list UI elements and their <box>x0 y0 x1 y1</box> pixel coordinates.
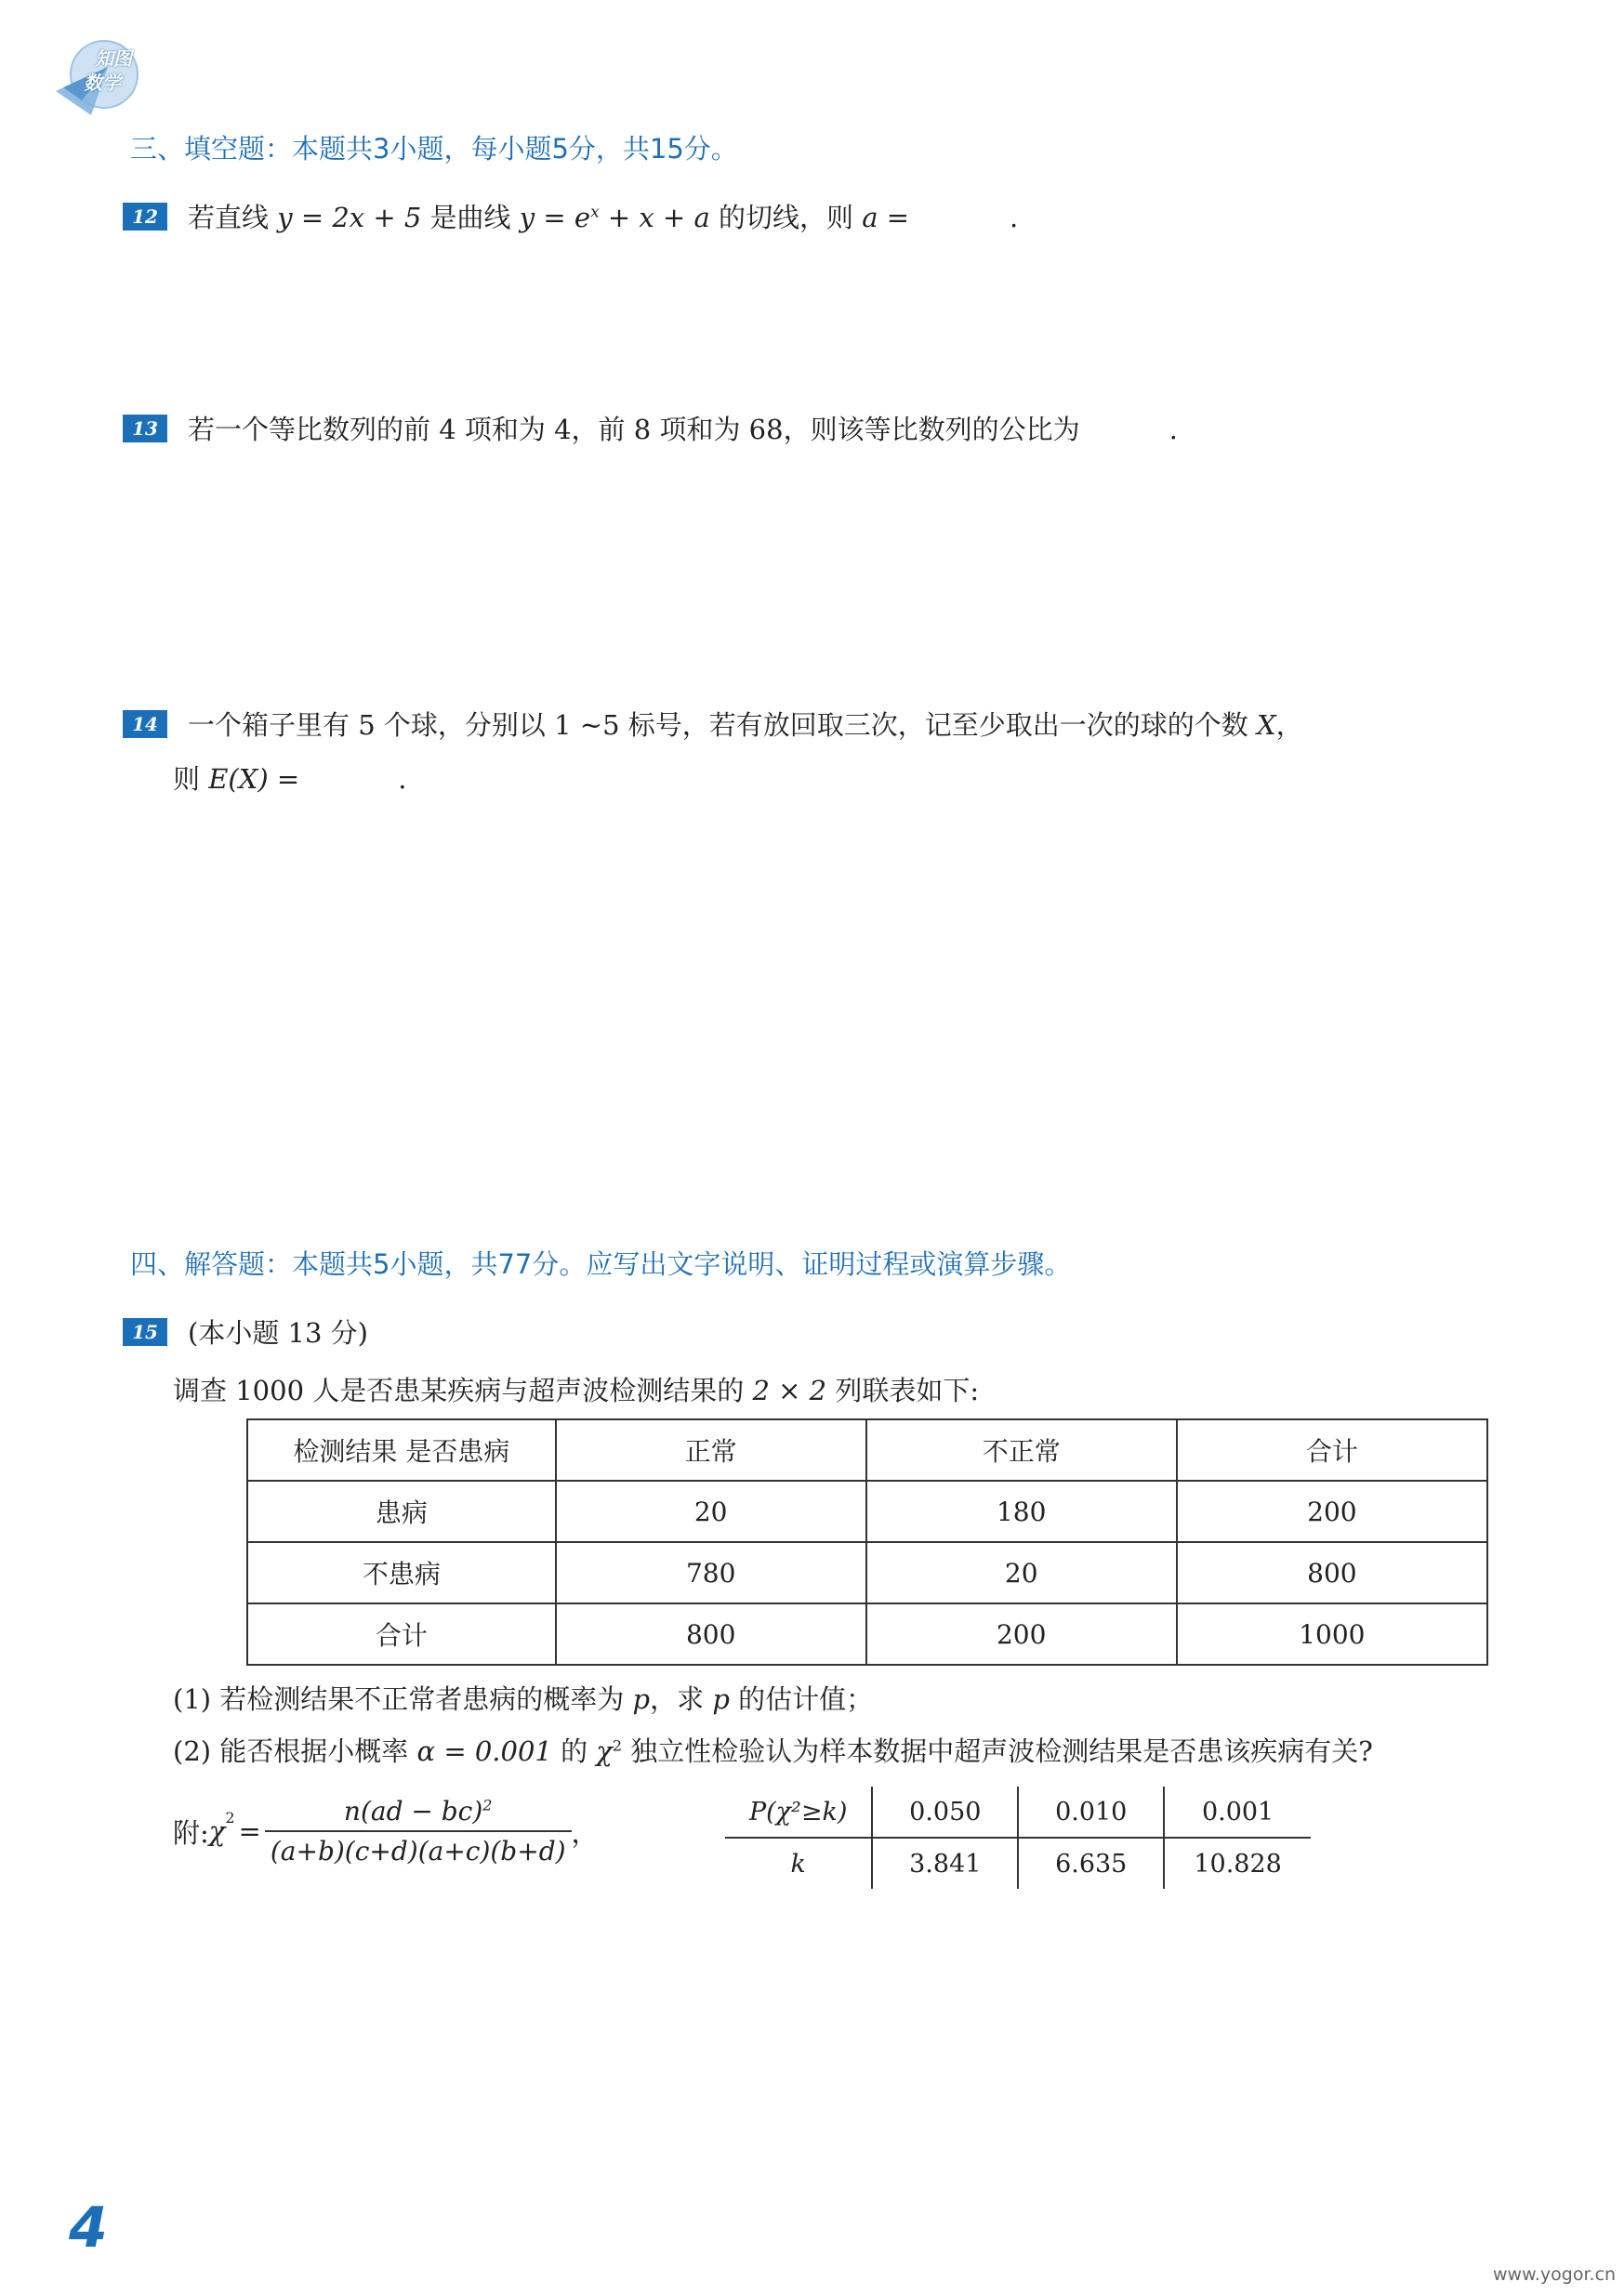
q15-chi-square: 2 <box>612 1736 623 1755</box>
logo-text-line2: 数学 <box>84 72 121 94</box>
table-cell: 800 <box>1177 1542 1487 1603</box>
numerator-square: 2 <box>482 1796 493 1814</box>
q14-var-x: X <box>1256 709 1276 741</box>
q15-part1-text: ，求 <box>650 1683 713 1715</box>
contingency-table <box>246 1418 1488 1666</box>
table-cell: 6.635 <box>1018 1838 1164 1889</box>
q14-end: . <box>398 763 407 795</box>
logo <box>54 35 143 121</box>
question-number-badge: 13 <box>123 415 167 442</box>
logo-text-line1: 知图 <box>95 47 132 70</box>
question-14-line2 <box>173 758 406 797</box>
question-number-badge: 12 <box>123 203 167 231</box>
q15-alpha: α = 0.001 <box>416 1735 552 1767</box>
question-number-badge: 15 <box>123 1318 167 1346</box>
question-14-line1 <box>188 705 1303 743</box>
q15-part2-text: 的 <box>551 1735 597 1767</box>
q12-end: . <box>1010 202 1019 233</box>
q15-intro-math: 2 × 2 <box>752 1375 827 1406</box>
table-row <box>247 1542 1487 1603</box>
table-header-cell: 不正常 <box>866 1419 1177 1481</box>
table-cell: 患病 <box>247 1481 556 1542</box>
page-number: 4 <box>69 2196 108 2261</box>
table-cell: 780 <box>556 1542 866 1603</box>
table-header-cell: 正常 <box>556 1419 866 1481</box>
section-title-fill-in: 三、填空题：本题共3小题，每小题5分，共15分。 <box>130 133 738 165</box>
question-13-text <box>188 409 1178 447</box>
question-12 <box>123 197 1018 235</box>
q14-text: 则 <box>173 763 209 795</box>
table-cell: 800 <box>556 1603 866 1665</box>
q15-part1-text: (1) 若检测结果不正常者患病的概率为 <box>173 1683 633 1715</box>
table-row <box>725 1838 1311 1889</box>
table-cell: 0.050 <box>872 1787 1018 1838</box>
table-header-cell: 合计 <box>1177 1419 1487 1481</box>
q12-math-line: y = 2x + 5 <box>277 202 422 233</box>
q15-part2-text: 独立性检验认为样本数据中超声波检测结果是否患该疾病有关? <box>622 1735 1373 1767</box>
question-15 <box>123 1312 368 1351</box>
q15-part1-text: 的估计值； <box>729 1683 874 1715</box>
table-cell: 不患病 <box>247 1542 556 1603</box>
table-header-cell: 检测结果 是否患病 <box>247 1419 556 1481</box>
table-header-cell: k <box>725 1838 872 1889</box>
q12-math-exponent: x <box>590 203 600 222</box>
question-number-badge: 14 <box>123 710 167 738</box>
q12-text-part: 是曲线 <box>421 202 520 233</box>
formula-denominator: (a+b)(c+d)(a+c)(b+d) <box>265 1830 572 1866</box>
q15-var-p: p <box>712 1683 730 1715</box>
q13-end: . <box>1168 414 1178 445</box>
table-cell: 20 <box>866 1542 1177 1603</box>
table-row <box>725 1787 1311 1838</box>
table-header-row <box>247 1419 1487 1481</box>
q14-text: 一个箱子里有 5 个球，分别以 1 ~5 标号，若有放回取三次，记至少取出一次的球的个数 <box>188 709 1257 741</box>
critical-value-table <box>725 1787 1311 1889</box>
table-cell: 200 <box>1177 1481 1487 1542</box>
table-header-cell: P(χ²≥k) <box>725 1787 872 1838</box>
table-cell: 合计 <box>247 1603 556 1665</box>
q12-math-a: a = <box>862 202 910 233</box>
formula-comma: ， <box>571 1816 599 1849</box>
question-15-part2 <box>173 1731 1373 1769</box>
question-13 <box>123 409 1178 447</box>
formula-chi: χ <box>208 1815 226 1847</box>
table-cell: 10.828 <box>1194 1849 1282 1879</box>
q15-chi: χ <box>596 1735 613 1767</box>
q13-text: 若一个等比数列的前 4 项和为 4，前 8 项和为 68，则该等比数列的公比为 <box>188 414 1080 445</box>
formula-label: 附: <box>173 1816 209 1849</box>
question-15-score: (本小题 13 分) <box>188 1317 368 1349</box>
table-cell: 0.001 <box>1201 1797 1274 1827</box>
question-12-text <box>188 197 1018 235</box>
footer-url: www.yogor.cn <box>1493 2264 1617 2285</box>
formula-fraction <box>265 1796 572 1866</box>
table-cell: 3.841 <box>872 1838 1018 1889</box>
formula-equals: = <box>238 1815 261 1847</box>
chi-square-formula <box>173 1796 599 1866</box>
table-row <box>247 1481 1487 1542</box>
formula-numerator <box>338 1796 498 1830</box>
q15-intro-text: 调查 1000 人是否患某疾病与超声波检测结果的 <box>173 1375 753 1406</box>
q12-math-curve-rest: + x + a <box>599 202 710 233</box>
table-cell: 200 <box>866 1603 1177 1665</box>
q12-math-curve: y = e <box>519 202 591 233</box>
q12-text-part: 若直线 <box>188 202 278 233</box>
table-cell: 180 <box>866 1481 1177 1542</box>
table-cell: 1000 <box>1177 1603 1487 1665</box>
section-title-answer: 四、解答题：本题共5小题，共77分。应写出文字说明、证明过程或演算步骤。 <box>130 1248 1072 1280</box>
q14-comma: ， <box>1275 709 1303 741</box>
numerator-text: n(ad − bc) <box>343 1796 483 1827</box>
table-cell: 0.010 <box>1018 1787 1164 1838</box>
q12-text-part: 的切线，则 <box>709 202 863 233</box>
table-row <box>247 1603 1487 1665</box>
formula-chi-square: 2 <box>225 1809 235 1827</box>
question-14 <box>123 705 1303 743</box>
q15-var-p: p <box>632 1683 651 1715</box>
table-cell: 20 <box>556 1481 866 1542</box>
question-15-part1 <box>173 1679 873 1717</box>
q14-math-ex: E(X) = <box>208 763 300 795</box>
question-15-intro <box>173 1370 979 1408</box>
q15-intro-text: 列联表如下: <box>826 1375 980 1406</box>
q15-part2-text: (2) 能否根据小概率 <box>173 1735 417 1767</box>
